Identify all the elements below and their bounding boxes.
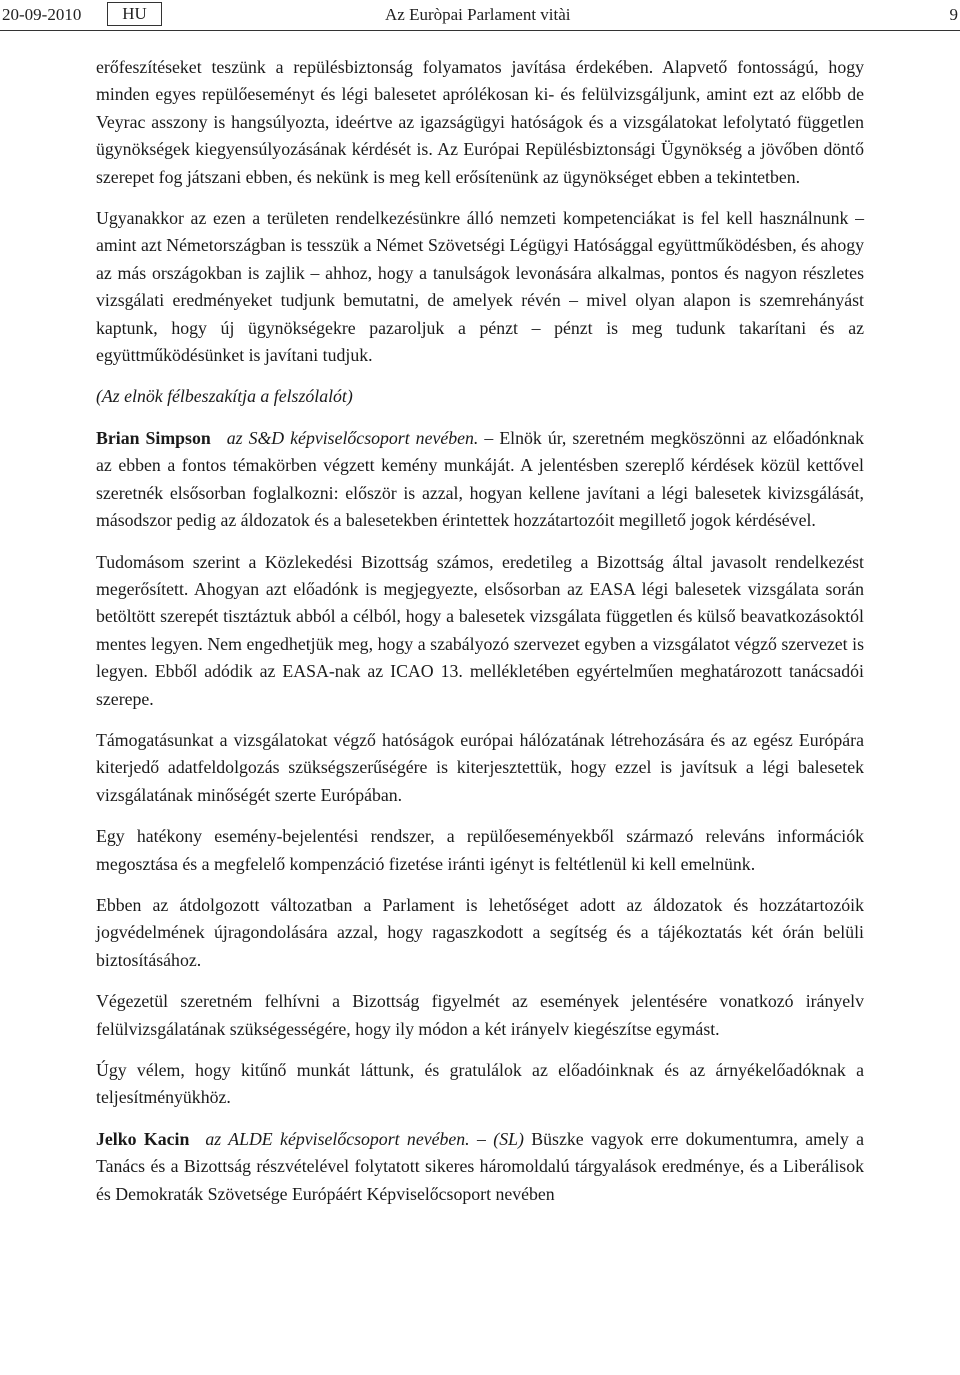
paragraph-6: Támogatásunkat a vizsgálatokat végző hatóságok európai hálózatának létrehozására és az egész Európára kiterjedő adatfeldolgozás szükségszerűségére is kiterjesztettük, hogy ezzel is javítsuk a légi balesetek vizsgálatának minőségét szerte Európában. (96, 729, 864, 805)
speaker-role: az ALDE képviselőcsoport nevében. (205, 1128, 470, 1149)
paragraph-1: erőfeszítéseket teszünk a repülésbiztonság folyamatos javítása érdekében. Alapvető fontosságú, hogy minden egyes repülőeseményt és légi balesetet aprólékosan ki- és felülvizsgáljunk, amint ezt az előbb de Veyrac asszony is hangsúlyozta, ideértve az igazságügyi hatóságok és a vizsgálatokat lefolytató független ügynökségek kiegyensúlyozásának kérdését is. Az Európai Repülésbiztonsági Ügynökség a jövőben döntő szerepet fog játszani ebben, és nekünk is meg kell erősítenünk az ügynökséget ebben a tekintetben. (96, 57, 864, 187)
language-tag: – (SL) (469, 1128, 524, 1149)
page-header (0, 0, 960, 31)
paragraph-9: Végezetül szeretném felhívni a Bizottság figyelmét az események jelentésére vonatkozó irányelv felülvizsgálatának szükségességére, hogy ily módon a két irányelv kiegészítse egymást. (96, 991, 864, 1039)
paragraph-5: Tudomásom szerint a Közlekedési Bizottság számos, eredetileg a Bizottság által javasolt rendelkezést megerősített. Ahogyan azt előadónk is megjegyezte, elsősorban az EASA légi balesetek vizsgálata során betöltött szerepét tisztáztuk abból a célból, hogy a balesetek vizsgálata független és külső beavatkozásoktól mentes legyen. Nem engedhetjük meg, hogy a szabályozó szervezet egyben a vizsgálatot végző szervezet is legyen. Ebből adódik az EASA-nak az ICAO 13. mellékletében egyértelműen meghatározott tanácsadói szerepe. (96, 551, 864, 709)
speech-simpson (96, 425, 864, 535)
speech-text: – Elnök úr, szeretném megköszönni az előadónknak az ebben a fontos témakörben végzett kemény munkáját. A jelentésben szereplő kérdések közül kettővel szeretnék elsősorban foglalkozni: először is azzal, hogyan kellene javítani a légi balesetek kivizsgálását, másodszor pedig az áldozatok és a balesetekben érintettek hozzátartozóit megillető jogok kérdésével. (96, 427, 864, 531)
header-date: 20-09-2010 (2, 5, 82, 24)
speaker-name: Brian Simpson (96, 427, 211, 448)
speaker-name: Jelko Kacin (96, 1128, 190, 1149)
header-title: Az Euròpai Parlament vitài (385, 5, 571, 24)
paragraph-8: Ebben az átdolgozott változatban a Parlament is lehetőséget adott az áldozatok és hozzátartozóik jogvédelmének újragondolására azzal, hogy ragaszkodott a segítség és a tájékoztatás két órán belüli biztosításához. (96, 894, 864, 970)
document-body (96, 54, 864, 1222)
page-number: 9 (949, 5, 958, 24)
interjection: (Az elnök félbeszakítja a felszólalót) (96, 386, 353, 407)
paragraph-7: Egy hatékony esemény-bejelentési rendszer, a repülőeseményekből származó releváns információk megosztása és a megfelelő kompenzáció fizetése iránti igényt is feltétlenül ki kell emelnünk. (96, 826, 864, 874)
paragraph-2: Ugyanakkor az ezen a területen rendelkezésünkre álló nemzeti kompetenciákat is fel kell használnunk – amint azt Németországban is tesszük a Német Szövetségi Légügyi Hatósággal együttműködésben, és ahogy az más országokban is zajlik – ahhoz, hogy a tanulságok levonására alkalmas, pontos és nagyon részletes vizsgálati eredményeket tudjunk bemutatni, de amelyek révén – mivel olyan alapon is szemrehányást kaptunk, hogy új ügynökségekre pazaroljuk a pénzt – pénzt is meg tudunk takarítani és az együttműködésünket is javítani tudjuk. (96, 208, 864, 366)
language-badge: HU (107, 2, 162, 26)
speech-text: Büszke vagyok erre dokumentumra, amely a Tanács és a Bizottság részvételével folytatott sikeres háromoldalú tárgyalások eredménye, és a Liberálisok és Demokraták Szövetsége Európáért Képviselőcsoport nevében (96, 1128, 864, 1204)
speech-kacin (96, 1126, 864, 1208)
speaker-role: az S&D képviselőcsoport nevében. (226, 427, 479, 448)
paragraph-10: Úgy vélem, hogy kitűnő munkát láttunk, és gratulálok az előadóinknak és az árnyékelőadóknak a teljesítményükhöz. (96, 1060, 864, 1108)
